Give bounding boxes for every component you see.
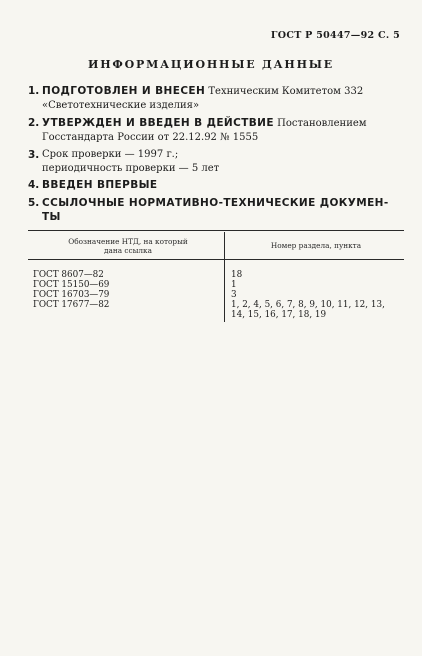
item-text-line2: «Светотехнические изделия» <box>42 100 200 111</box>
table-row-sections: 1 <box>231 280 237 290</box>
item-number: 2. <box>28 117 40 129</box>
item-heading: УТВЕРЖДЕН И ВВЕДЕН В ДЕЙСТВИЕ <box>42 117 274 129</box>
table-row-doc: ГОСТ 8607—82 <box>33 270 104 280</box>
item-heading-line2: ТЫ <box>42 211 61 223</box>
table-header-document: Обозначение НТД, на который дана ссылка <box>68 237 188 255</box>
table-row-doc: ГОСТ 15150—69 <box>33 280 110 290</box>
item-number: 1. <box>28 85 40 97</box>
item-text: Постановлением <box>273 118 367 129</box>
table-header-sections: Номер раздела, пункта <box>270 241 362 250</box>
table-row-sections: 18 <box>231 270 243 280</box>
item-heading: ПОДГОТОВЛЕН И ВНЕСЕН <box>42 85 206 97</box>
item-text-line2: периодичность проверки — 5 лет <box>42 163 220 174</box>
page-header-ref: ГОСТ Р 50447—92 С. 5 <box>270 30 400 41</box>
item-number: 5. <box>28 197 40 209</box>
table-top-rule <box>28 230 404 231</box>
item-text-line2: Госстандарта России от 22.12.92 № 1555 <box>42 132 259 143</box>
page-title: ИНФОРМАЦИОННЫЕ ДАННЫЕ <box>88 58 334 71</box>
table-row-doc: ГОСТ 17677—82 <box>33 300 110 310</box>
table-row-sections-continued: 14, 15, 16, 17, 18, 19 <box>231 310 327 320</box>
item-text: Срок проверки — 1997 г.; <box>42 149 179 160</box>
table-header-rule <box>28 259 404 260</box>
table-row-sections: 3 <box>231 290 237 300</box>
item-text: Техническим Комитетом 332 <box>205 86 364 97</box>
table-row-doc: ГОСТ 16703—79 <box>33 290 110 300</box>
item-number: 4. <box>28 179 40 191</box>
item-heading: ССЫЛОЧНЫЕ НОРМАТИВНО-ТЕХНИЧЕСКИЕ ДОКУМЕН- <box>42 197 389 209</box>
item-heading: ВВЕДЕН ВПЕРВЫЕ <box>42 179 158 191</box>
table-row-sections: 1, 2, 4, 5, 6, 7, 8, 9, 10, 11, 12, 13, <box>231 300 385 310</box>
item-number: 3. <box>28 149 40 161</box>
table-column-divider <box>224 232 225 322</box>
